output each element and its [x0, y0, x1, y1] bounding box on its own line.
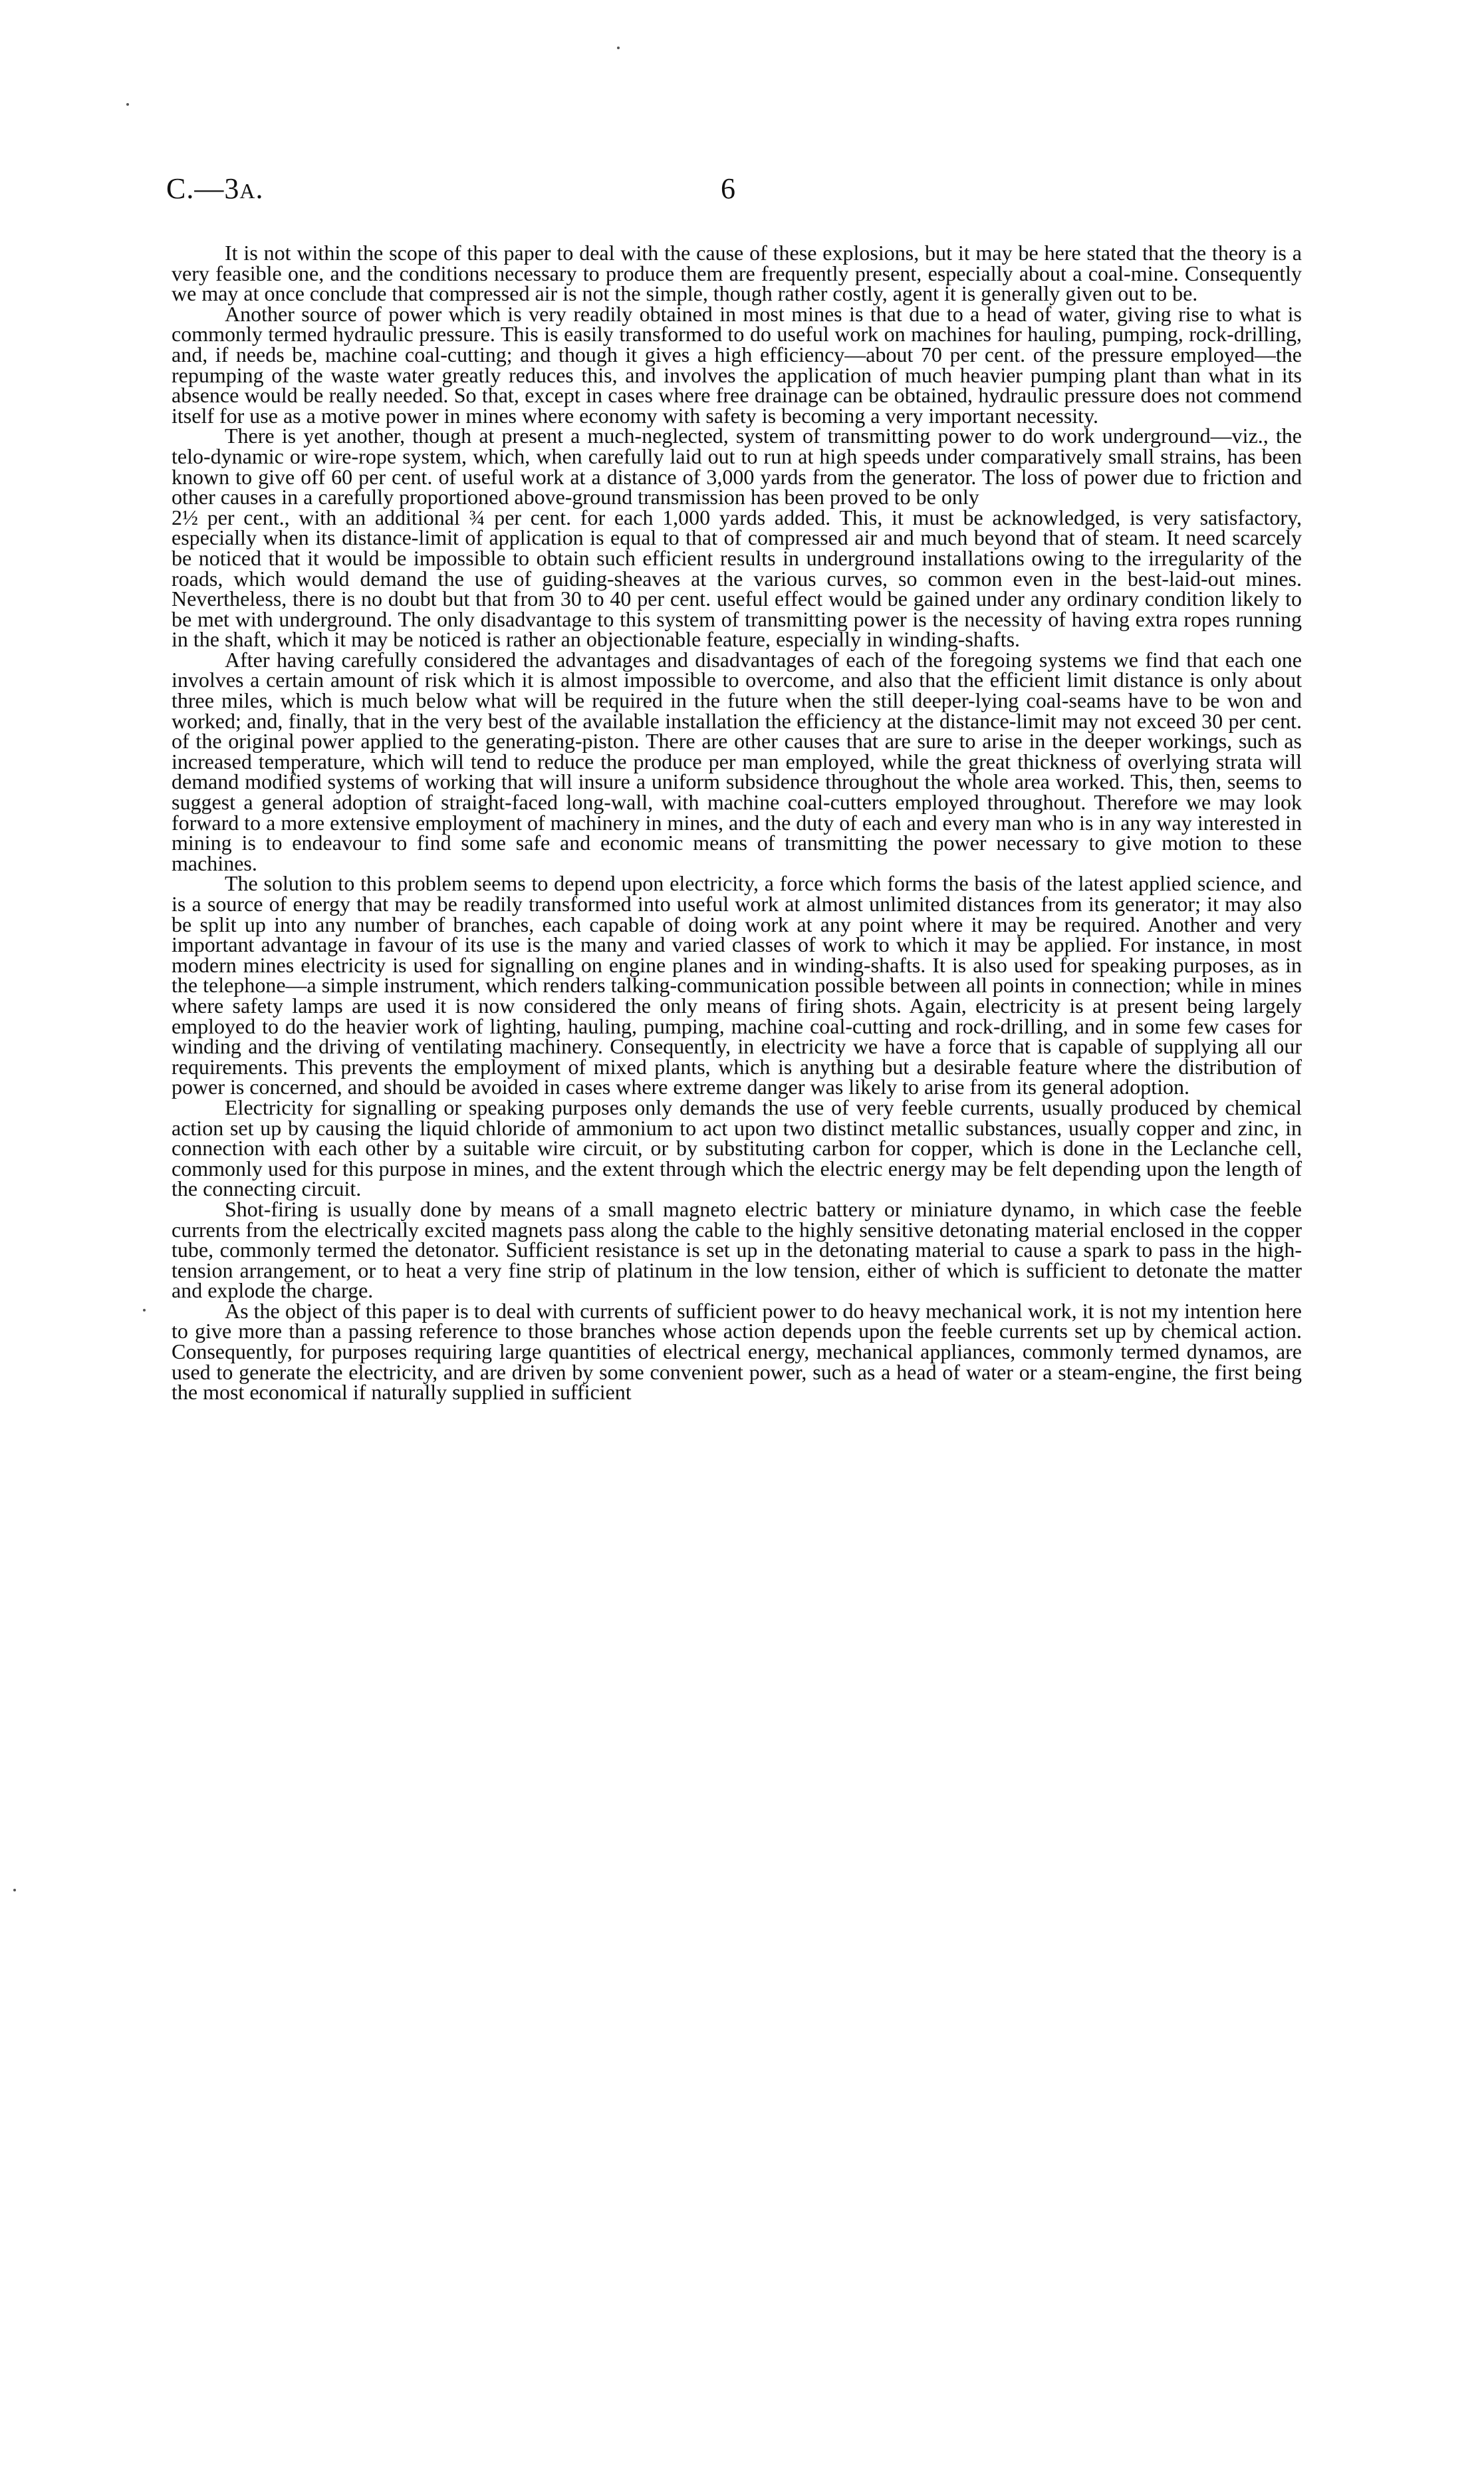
scan-speck — [13, 1889, 16, 1891]
paragraph: As the object of this paper is to deal with currents of sufficient power to do heavy mechanical work, it is not my intention here to give more than a passing reference to those branches whose action depends upon the feeble currents set up by chemical action. Consequently, for purposes requiring large quantities of electrical energy, mechanical appliances, commonly termed dynamos, are used to generate the electricity, and are driven by some convenient power, such as a head of water or a steam-engine, the first being the most economical if naturally supplied in sufficient — [172, 1298, 1302, 1405]
reference-main: C.—3 — [166, 172, 240, 205]
body-text — [172, 243, 1302, 1403]
page-header — [166, 172, 1290, 211]
paragraph-continuation: 2½ per cent., with an additional ¾ per cent. for each 1,000 yards added. This, it must be acknowledged, is very satisfactory, especially when its distance-limit of application is equal to that of compressed air and much beyond that of steam. It need scarcely be noticed that it would be impossible to obtain such efficient results in underground installations owing to the irregularity of the roads, which would demand the use of guiding-sheaves at the various curves, so common even in the best-laid-out mines. Nevertheless, there is no doubt but that from 30 to 40 per cent. useful effect would be gained under any ordinary condition likely to be met with underground. The only disadvantage to this system of transmitting power is the necessity of having extra ropes running in the shaft, which it may be noticed is rather an objectionable feature, especially in winding-shafts. — [172, 505, 1302, 652]
scan-speck — [143, 1309, 146, 1311]
reference-suffix: A — [239, 179, 256, 203]
paragraph: Electricity for signalling or speaking purposes only demands the use of very feeble currents, usually produced by chemical action set up by causing the liquid chloride of ammonium to act upon two distinct metallic substances, usually copper and zinc, in connection with each other by a suitable wire circuit, or by substituting carbon for copper, which is done in the Leclanche cell, commonly used for this purpose in mines, and the extent through which the electric energy may be felt depending upon the length of the connecting circuit. — [172, 1095, 1302, 1201]
paragraph: Another source of power which is very readily obtained in most mines is that due to a head of water, giving rise to what is commonly termed hydraulic pressure. This is easily transformed to do useful work on machines for hauling, pumping, rock-drilling, and, if needs be, machine coal-cutting; and though it gives a high efficiency—about 70 per cent. of the pressure employed—the repumping of the waste water greatly reduces this, and involves the application of much heavier pumping plant than what in its absence would be really needed. So that, except in cases where free drainage can be obtained, hydraulic pressure does not commend itself for use as a motive power in mines where economy with safety is becoming a very important necessity. — [172, 301, 1302, 428]
paragraph: There is yet another, though at present a much-neglected, system of transmitting power to do work underground—viz., the telo-dynamic or wire-rope system, which, when carefully laid out to run at high speeds under comparatively small strains, has been known to give off 60 per cent. of useful work at a distance of 3,000 yards from the generator. The loss of power due to friction and other causes in a carefully proportioned above-ground transmission has been proved to be only — [172, 424, 1302, 509]
paragraph: It is not within the scope of this paper to deal with the cause of these explosions, but it may be here stated that the theory is a very feasible one, and the conditions necessary to produce them are frequently present, especially about a coal-mine. Consequently we may at once conclude that compressed air is not the simple, though rather costly, agent it is generally given out to be. — [172, 241, 1302, 306]
scan-speck — [617, 47, 620, 49]
paragraph: After having carefully considered the advantages and disadvantages of each of the foregoing systems we find that each one involves a certain amount of risk which it is almost impossible to overcome, and also that the efficient limit distance is only about three miles, which is much below what will be required in the future when the still deeper-lying coal-seams have to be won and worked; and, finally, that in the very best of the available installation the efficiency at the distance-limit may not exceed 30 per cent. of the original power applied to the generating-piston. There are other causes that are sure to arise in the deeper workings, such as increased temperature, which will tend to reduce the produce per man employed, while the great thickness of overlying strata will demand modified systems of working that will insure a uniform subsidence throughout the whole area worked. This, then, seems to suggest a general adoption of straight-faced long-wall, with machine coal-cutters employed throughout. Therefore we may look forward to a more extensive employment of machinery in mines, and the duty of each and every man who is in any way interested in mining is to endeavour to find some safe and economic means of transmitting the power necessary to give motion to these machines. — [172, 647, 1302, 875]
paragraph: Shot-firing is usually done by means of a small magneto electric battery or miniature dynamo, in which case the feeble currents from the electrically excited magnets pass along the cable to the highly sensitive detonating material enclosed in the copper tube, commonly termed the detonator. Sufficient resistance is set up in the detonating material to cause a spark to pass in the high-tension arrangement, or to heat a very fine strip of platinum in the low tension, either of which is sufficient to detonate the matter and explode the charge. — [172, 1196, 1302, 1303]
paragraph: The solution to this problem seems to depend upon electricity, a force which forms the basis of the latest applied science, and is a source of energy that may be readily transformed into useful work at almost unlimited distances from its generator; it may also be split up into any number of branches, each capable of doing work at any point where it may be required. Another and very important advantage in favour of its use is the many and varied classes of work to which it may be applied. For instance, in most modern mines electricity is used for signalling on engine planes and in winding-shafts. It is also used for speaking purposes, as in the telephone—a simple instrument, which renders talking-communication possible between all points in connection; while in mines where safety lamps are used it is now considered the only means of firing shots. Again, electricity is at present being largely employed to do the heavier work of lighting, hauling, pumping, machine coal-cutting and rock-drilling, and in some few cases for winding and the driving of ventilating machinery. Consequently, in electricity we have a force that is capable of supplying all our requirements. This prevents the employment of mixed plants, which is anything but a desirable feature where the distribution of power is concerned, and should be avoided in cases where extreme danger was likely to arise from its general adoption. — [172, 871, 1302, 1099]
scan-speck — [126, 103, 129, 106]
page-number: 6 — [721, 172, 735, 205]
reference-end: . — [255, 172, 264, 205]
